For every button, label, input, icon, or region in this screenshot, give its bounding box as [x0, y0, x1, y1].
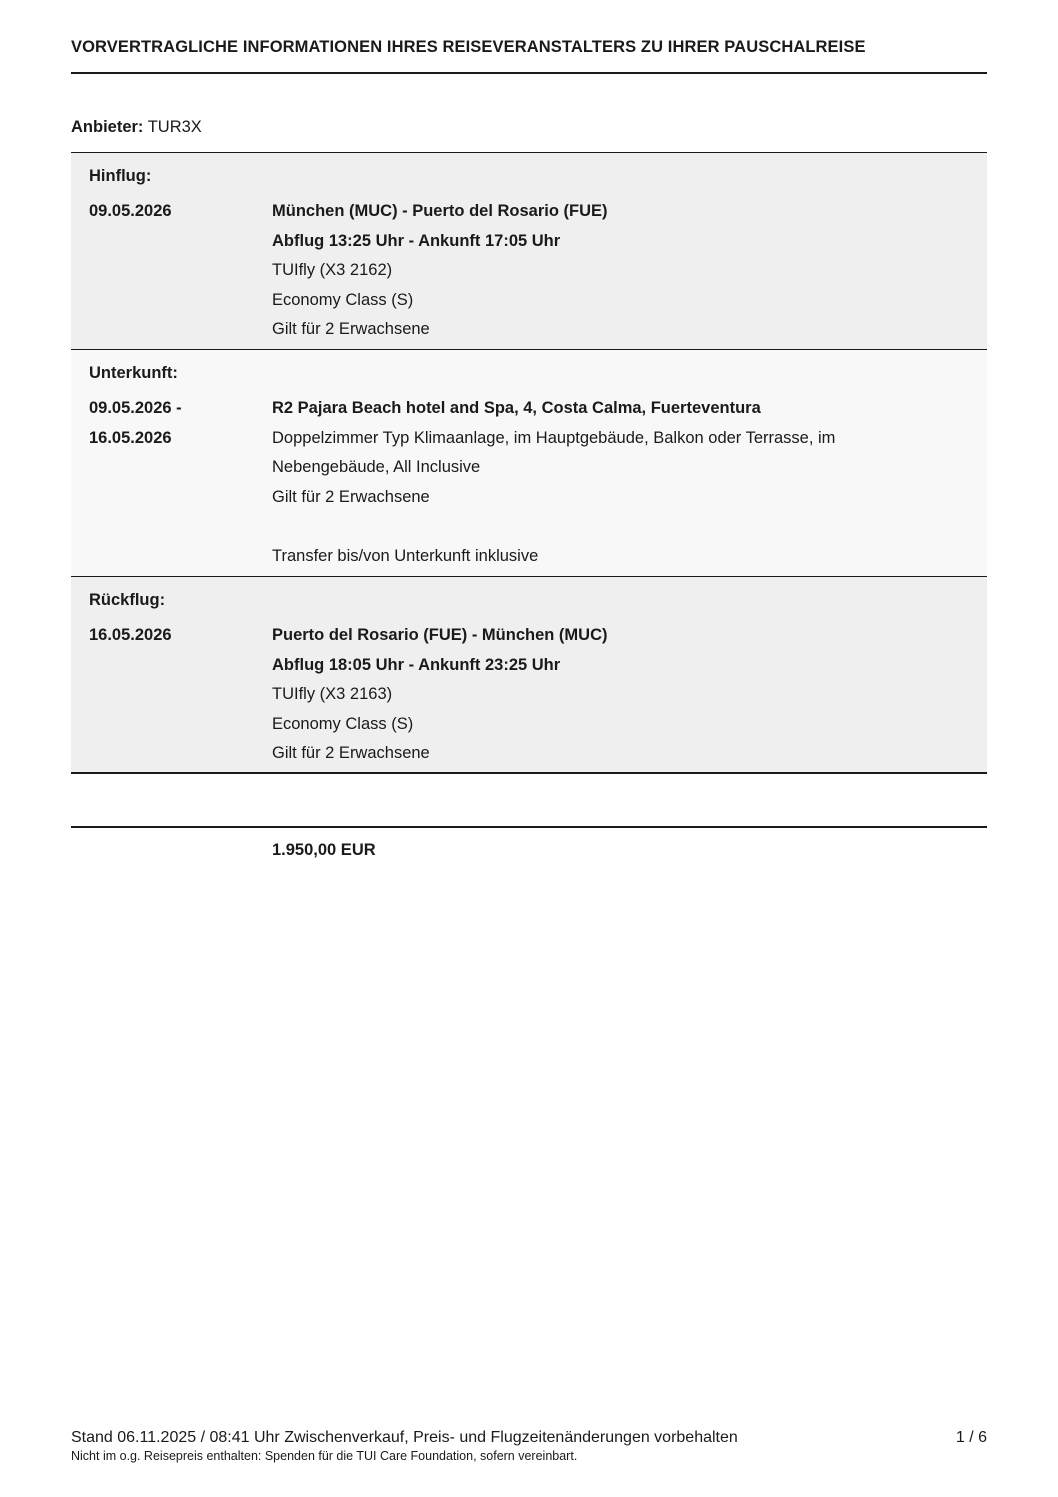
accommodation-date-from: 09.05.2026 - — [89, 399, 182, 417]
return-flight-section — [71, 576, 987, 773]
title-divider — [71, 72, 987, 74]
provider-value: TUR3X — [147, 118, 202, 136]
accommodation-section — [71, 349, 987, 577]
transfer-info: Transfer bis/von Unterkunft inklusive — [272, 546, 539, 565]
return-label: Rückflug: — [89, 591, 166, 609]
outbound-date — [89, 197, 249, 227]
room-description-line2: Nebengebäude, All Inclusive — [272, 458, 481, 476]
accommodation-details — [272, 394, 972, 571]
outbound-date-text: 09.05.2026 — [89, 202, 172, 220]
provider-label: Anbieter: — [71, 118, 144, 136]
provider-line — [71, 118, 202, 137]
accommodation-dates — [89, 394, 249, 453]
page-number: 1 / 6 — [955, 1429, 987, 1446]
return-class: Economy Class (S) — [272, 714, 414, 733]
return-date-text: 16.05.2026 — [89, 626, 172, 644]
accommodation-travellers: Gilt für 2 Erwachsene — [272, 487, 430, 506]
spacer — [272, 512, 972, 542]
return-times: Abflug 18:05 Uhr - Ankunft 23:25 Uhr — [272, 655, 561, 674]
accommodation-label: Unterkunft: — [89, 364, 178, 382]
sections-bottom-divider — [71, 772, 987, 774]
total-price: 1.950,00 EUR — [272, 841, 376, 859]
hotel-name: R2 Pajara Beach hotel and Spa, 4, Costa Calma, Fuerteventura — [272, 399, 761, 417]
return-date — [89, 621, 249, 651]
outbound-route: München (MUC) - Puerto del Rosario (FUE) — [272, 202, 608, 220]
footer-status: Stand 06.11.2025 / 08:41 Uhr Zwischenverkauf, Preis- und Flugzeitenänderungen vorbehalten — [71, 1429, 738, 1446]
return-route: Puerto del Rosario (FUE) - München (MUC) — [272, 626, 608, 644]
return-details — [272, 621, 972, 769]
footer-note: Nicht im o.g. Reisepreis enthalten: Spenden für die TUI Care Foundation, sofern vereinbart. — [71, 1449, 578, 1463]
return-flight-number: TUIfly (X3 2163) — [272, 685, 393, 703]
price-divider — [71, 826, 987, 828]
return-travellers: Gilt für 2 Erwachsene — [272, 744, 430, 762]
accommodation-date-to: 16.05.2026 — [89, 428, 172, 447]
document-title: VORVERTRAGLICHE INFORMATIONEN IHRES REISEVERANSTALTERS ZU IHRER PAUSCHALREISE — [71, 38, 866, 56]
outbound-flight-section — [71, 152, 987, 350]
outbound-travellers: Gilt für 2 Erwachsene — [272, 320, 430, 338]
outbound-times: Abflug 13:25 Uhr - Ankunft 17:05 Uhr — [272, 231, 561, 250]
outbound-class: Economy Class (S) — [272, 290, 414, 309]
outbound-label: Hinflug: — [89, 167, 152, 185]
room-description-line1: Doppelzimmer Typ Klimaanlage, im Hauptgebäude, Balkon oder Terrasse, im — [272, 428, 836, 447]
outbound-details — [272, 197, 972, 345]
outbound-flight-number: TUIfly (X3 2162) — [272, 261, 393, 279]
